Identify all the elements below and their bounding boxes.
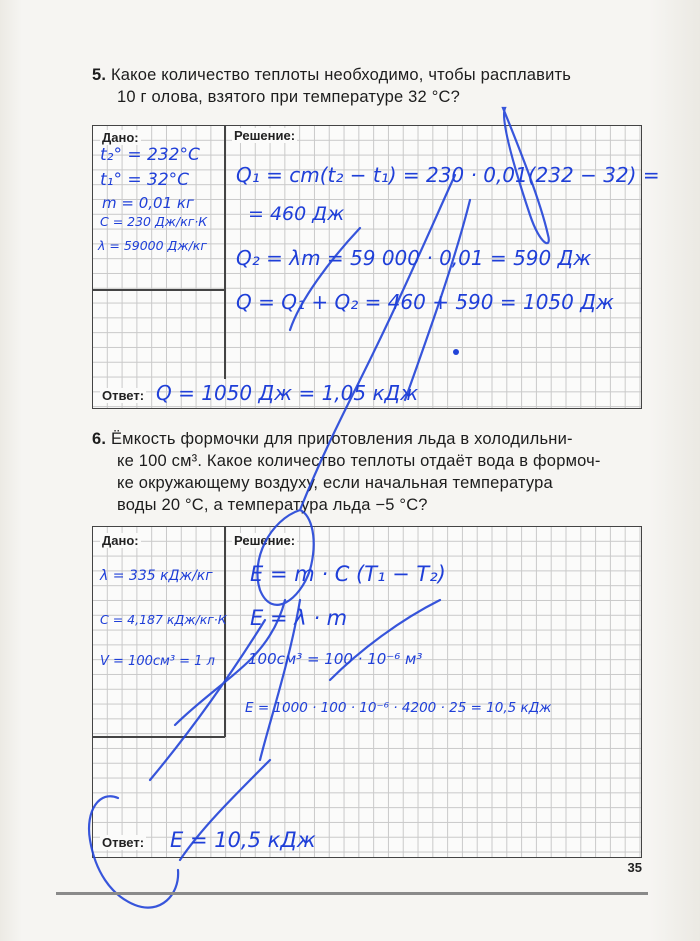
task5-given-4: λ = 59000 Дж/кг (98, 238, 207, 253)
task5-solution-0: Q₁ = cm(t₂ − t₁) = 230 · 0,01(232 − 32) = (236, 163, 660, 187)
task5-divider (224, 126, 226, 379)
task6-solution-1: E = λ · m (250, 606, 348, 630)
task6-line2: ке 100 см³. Какое количество теплоты отдаёт вода в формоч- (117, 452, 601, 470)
task6-line3: ке окружающему воздуху, если начальная температура (117, 474, 553, 492)
task6-given-1: C = 4,187 кДж/кг·К (100, 612, 227, 627)
task6-line1: Ёмкость формочки для приготовления льда в холодильни- (110, 430, 573, 448)
task5-given-1: t₁° = 32°C (100, 170, 190, 190)
task5-title (92, 64, 652, 108)
task6-answer: E = 10,5 кДж (170, 828, 316, 852)
page-number: 35 (627, 860, 642, 875)
task6-title (92, 428, 652, 516)
task5-solution-1: = 460 Дж (248, 203, 345, 225)
task6-given-label: Дано: (102, 533, 139, 548)
task5-given-label: Дано: (102, 130, 139, 145)
task6-solution-0: E = m · C (T₁ − T₂) (250, 562, 446, 586)
task6-given-bottom (93, 736, 225, 738)
task6-solution-2: 100см³ = 100 · 10⁻⁶ м³ (248, 650, 423, 668)
task5-given-0: t₂° = 232°C (100, 145, 200, 165)
task6-answer-label: Ответ: (102, 835, 145, 850)
task5-solution-2: Q₂ = λm = 59 000 · 0,01 = 590 Дж (236, 246, 592, 270)
task5-line1: Какое количество теплоты необходимо, чтобы расплавить (110, 66, 572, 84)
task5-given-3: C = 230 Дж/кг·К (100, 214, 208, 229)
task6-solution-label: Решение: (234, 533, 296, 548)
task5-given-2: m = 0,01 кг (102, 194, 194, 212)
task6-divider (224, 527, 226, 737)
footer-rule (56, 892, 648, 895)
task6-number: 6. (92, 430, 107, 448)
task6-given-2: V = 100см³ = 1 л (100, 654, 215, 669)
task5-solution-3: Q = Q₁ + Q₂ = 460 + 590 = 1050 Дж (236, 290, 614, 314)
task5-solution-label: Решение: (234, 128, 296, 143)
task5-given-bottom (93, 289, 225, 291)
task5-answer-label: Ответ: (102, 388, 145, 403)
task6-line4: воды 20 °С, а температура льда −5 °С? (117, 496, 428, 514)
task5-line2: 10 г олова, взятого при температуре 32 °С? (117, 88, 460, 106)
task6-given-0: λ = 335 кДж/кг (100, 568, 213, 584)
task6-solution-3: E = 1000 · 100 · 10⁻⁶ · 4200 · 25 = 10,5 кДж (245, 700, 552, 716)
task5-number: 5. (92, 66, 107, 84)
task5-answer: Q = 1050 Дж = 1,05 кДж (156, 381, 419, 405)
